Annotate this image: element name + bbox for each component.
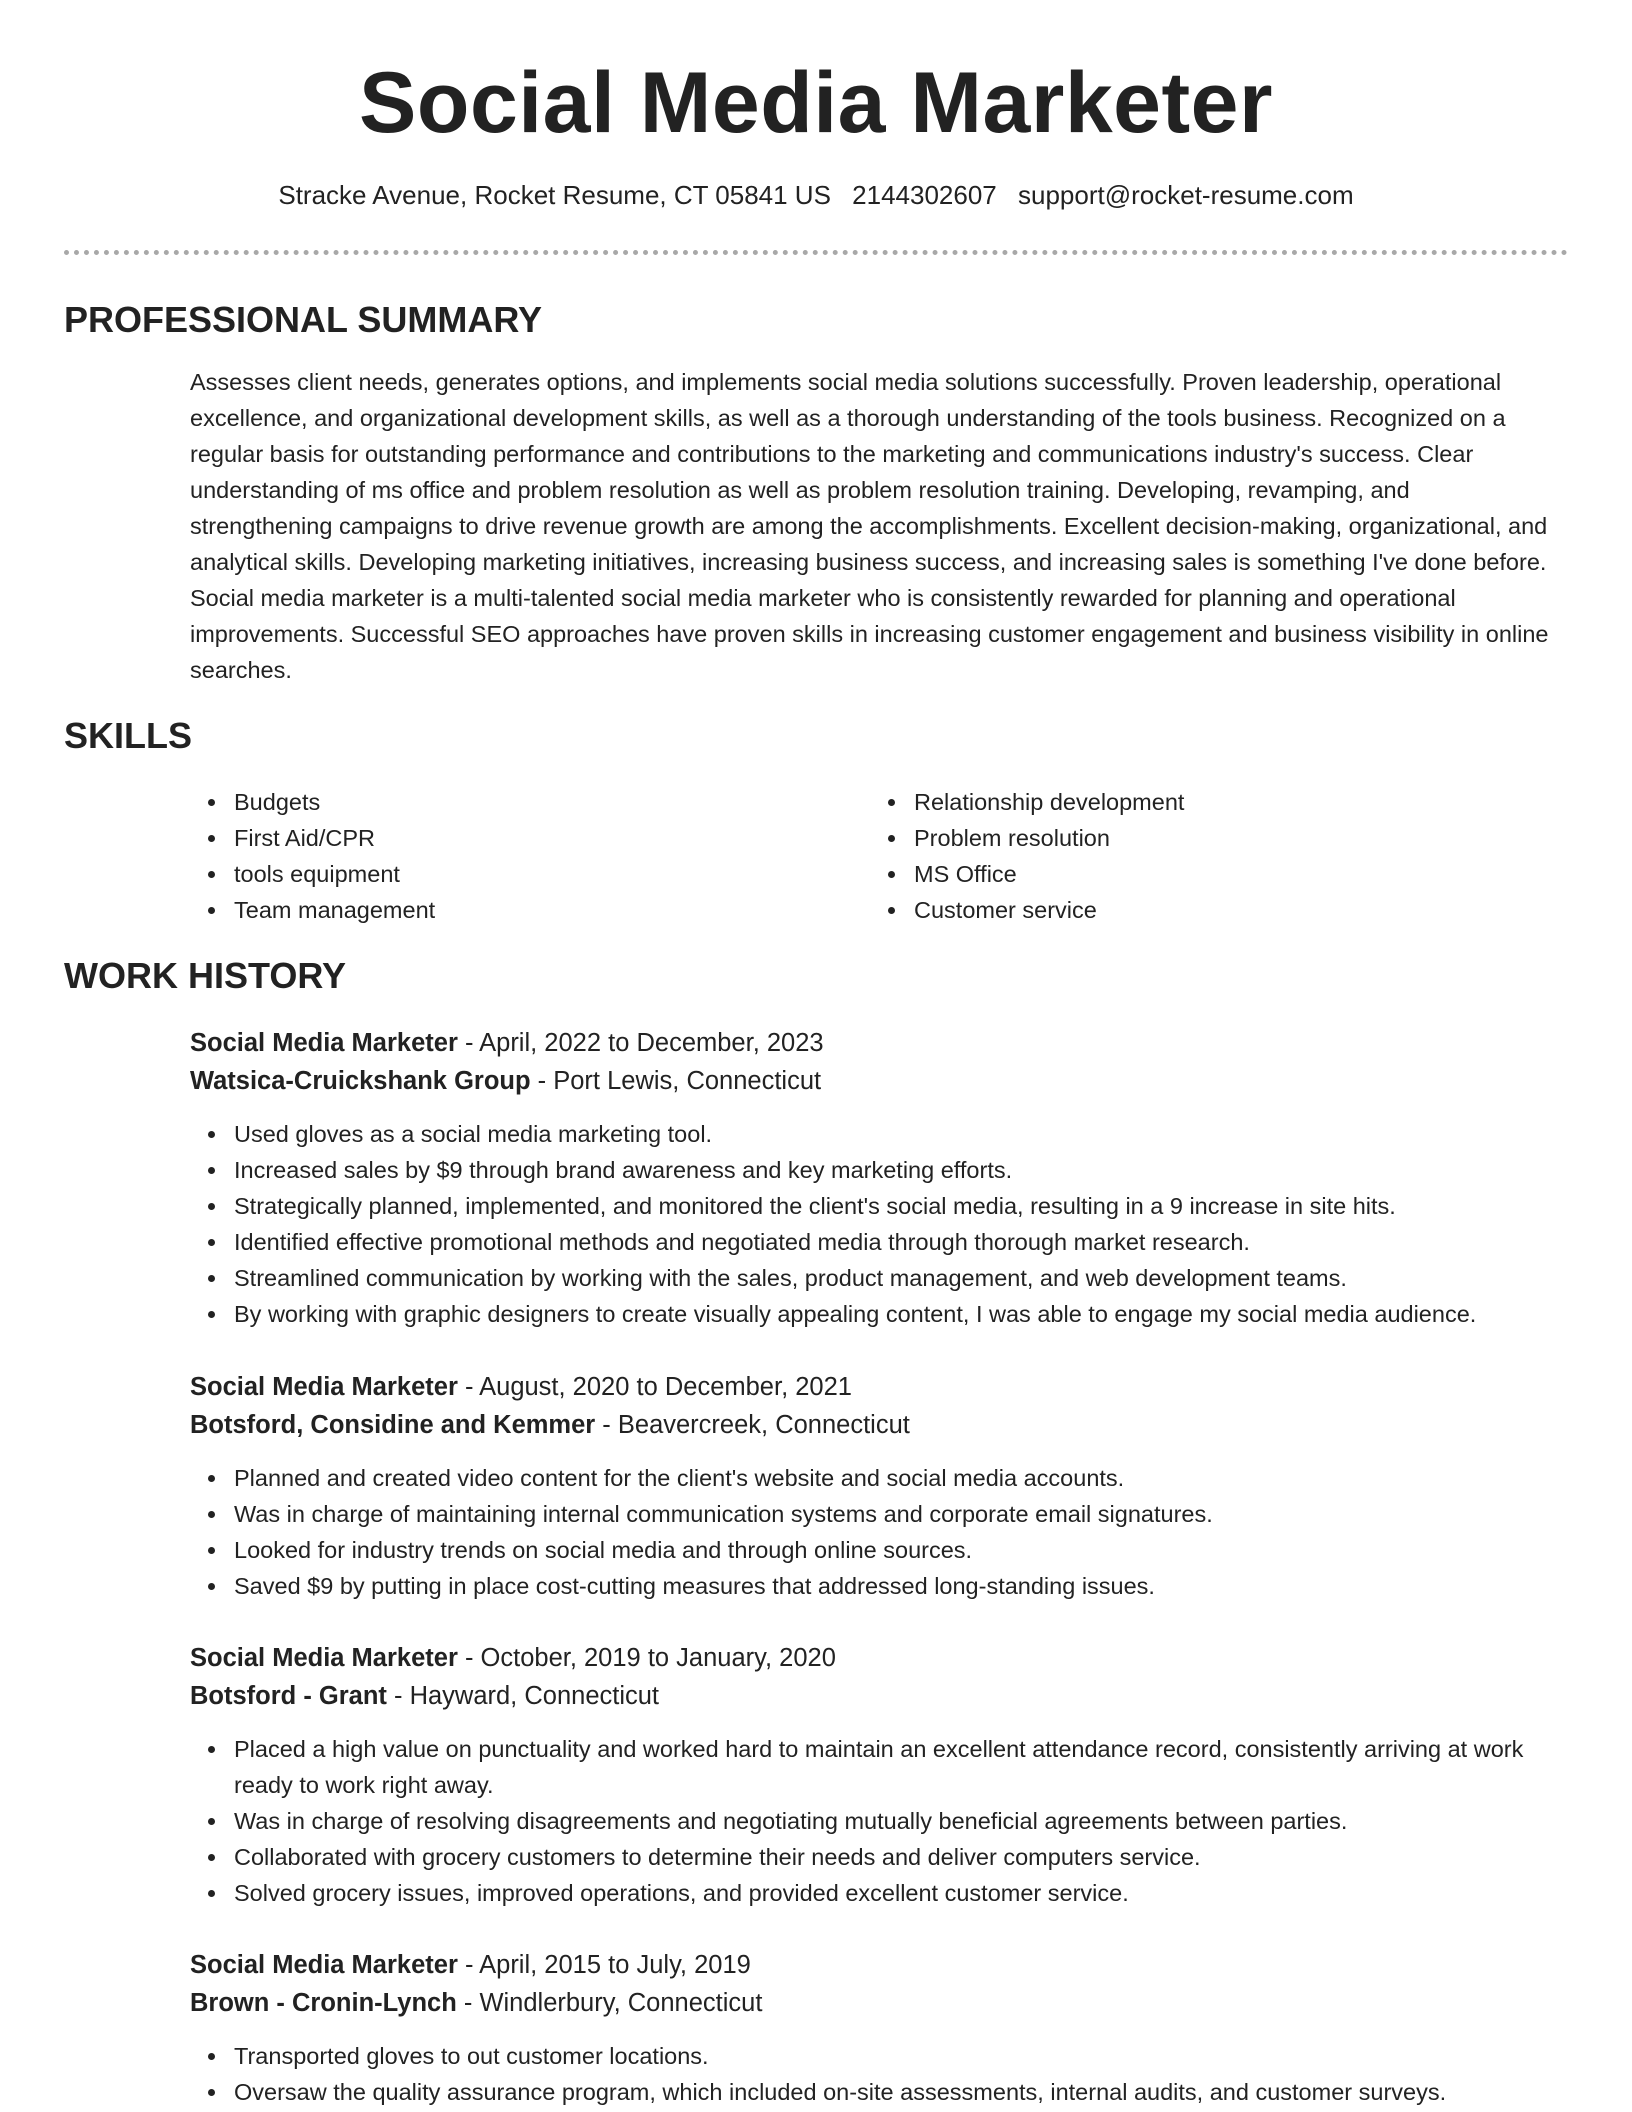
job-role-line	[190, 1024, 1570, 1062]
job-location: - Port Lewis, Connecticut	[530, 1067, 822, 1095]
job-company-line	[190, 1062, 1570, 1100]
skill-item: Customer service	[870, 892, 1510, 928]
skill-item: First Aid/CPR	[190, 820, 830, 856]
summary-text: Assesses client needs, generates options, and implements social media solutions successfully. Proven leadership, operational excellence, and organizational development skills, as well as a thorough understanding of the tools business. Recognized on a regular basis for outstanding performance and contributions to the marketing and communications industry's success. Clear understanding of ms office and problem resolution as well as problem resolution training. Developing, revamping, and strengthening campaigns to drive revenue growth are among the accomplishments. Excellent decision-making, organizational, and analytical skills. Developing marketing initiatives, increasing business success, and increasing sales is something I've done before. Social media marketer is a multi-talented social media marketer who is consistently rewarded for planning and operational improvements. Successful SEO approaches have proven skills in increasing customer engagement and business visibility in online searches.	[190, 369, 1549, 683]
job-bullet: Streamlined communication by working with the sales, product management, and web development teams.	[190, 1260, 1570, 1296]
job-bullet: Identified effective promotional methods and negotiated media through thorough market research.	[190, 1224, 1570, 1260]
job-company-line	[190, 1406, 1570, 1444]
job-bullet: Planned and created video content for the client's website and social media accounts.	[190, 1460, 1570, 1496]
job-bullet: Oversaw the quality assurance program, which included on-site assessments, internal audits, and customer surveys.	[190, 2074, 1570, 2110]
job-location: - Windlerbury, Connecticut	[456, 1989, 763, 2017]
job-entry	[190, 1368, 1570, 1604]
job-role: Social Media Marketer	[190, 1373, 458, 1401]
work-history-title: WORK HISTORY	[64, 955, 347, 996]
skill-item: Team management	[190, 892, 830, 928]
job-dates: - April, 2022 to December, 2023	[457, 1029, 824, 1057]
job-role-line	[190, 1639, 1570, 1677]
resume-name: Social Media Marketer	[359, 55, 1273, 151]
job-bullet: Placed a high value on punctuality and worked hard to maintain an excellent attendance record, consistently arriving at work ready to work right away.	[190, 1731, 1570, 1803]
job-company: Brown - Cronin-Lynch	[190, 1989, 457, 2017]
job-role-line	[190, 1946, 1570, 1984]
skills-list-right	[870, 784, 1510, 928]
job-entry	[190, 1946, 1570, 2110]
job-location: - Hayward, Connecticut	[386, 1682, 660, 1710]
job-company-line	[190, 1677, 1570, 1715]
job-role-line	[190, 1368, 1570, 1406]
job-dates: - October, 2019 to January, 2020	[457, 1644, 836, 1672]
job-bullet: By working with graphic designers to create visually appealing content, I was able to engage my social media audience.	[190, 1296, 1570, 1332]
job-company: Botsford - Grant	[190, 1682, 387, 1710]
header-divider	[64, 250, 1568, 255]
job-company-line	[190, 1984, 1570, 2022]
job-bullet: Solved grocery issues, improved operations, and provided excellent customer service.	[190, 1875, 1570, 1911]
job-entry	[190, 1024, 1570, 1332]
skills-title: SKILLS	[64, 715, 193, 756]
job-bullet: Increased sales by $9 through brand awareness and key marketing efforts.	[190, 1152, 1570, 1188]
contact-address: Stracke Avenue, Rocket Resume, CT 05841 US	[278, 180, 831, 210]
job-company: Watsica-Cruickshank Group	[190, 1067, 531, 1095]
job-location: - Beavercreek, Connecticut	[595, 1411, 910, 1439]
skill-item: Problem resolution	[870, 820, 1510, 856]
job-role: Social Media Marketer	[190, 1029, 458, 1057]
job-bullets	[190, 1116, 1570, 1332]
job-bullet: Saved $9 by putting in place cost-cutting measures that addressed long-standing issues.	[190, 1568, 1570, 1604]
job-dates: - April, 2015 to July, 2019	[457, 1951, 751, 1979]
job-role: Social Media Marketer	[190, 1644, 458, 1672]
job-bullet: Was in charge of resolving disagreements and negotiating mutually beneficial agreements between parties.	[190, 1803, 1570, 1839]
job-bullet: Strategically planned, implemented, and monitored the client's social media, resulting in a 9 increase in site hits.	[190, 1188, 1570, 1224]
job-bullets	[190, 2038, 1570, 2110]
skill-item: Relationship development	[870, 784, 1510, 820]
job-bullet: Transported gloves to out customer locations.	[190, 2038, 1570, 2074]
job-bullet: Was in charge of maintaining internal communication systems and corporate email signatures.	[190, 1496, 1570, 1532]
job-bullets	[190, 1731, 1570, 1911]
job-bullet: Used gloves as a social media marketing tool.	[190, 1116, 1570, 1152]
job-bullet: Looked for industry trends on social media and through online sources.	[190, 1532, 1570, 1568]
contact-line	[0, 180, 1632, 211]
job-bullet: Collaborated with grocery customers to determine their needs and deliver computers service.	[190, 1839, 1570, 1875]
job-role: Social Media Marketer	[190, 1951, 458, 1979]
job-company: Botsford, Considine and Kemmer	[190, 1411, 596, 1439]
contact-phone: 2144302607	[852, 180, 997, 210]
skill-item: Budgets	[190, 784, 830, 820]
skills-list-left	[190, 784, 830, 928]
summary-title: PROFESSIONAL SUMMARY	[64, 299, 543, 340]
job-bullets	[190, 1460, 1570, 1604]
job-entry	[190, 1639, 1570, 1911]
job-dates: - August, 2020 to December, 2021	[457, 1373, 852, 1401]
skill-item: tools equipment	[190, 856, 830, 892]
skill-item: MS Office	[870, 856, 1510, 892]
contact-email: support@rocket-resume.com	[1018, 180, 1354, 210]
